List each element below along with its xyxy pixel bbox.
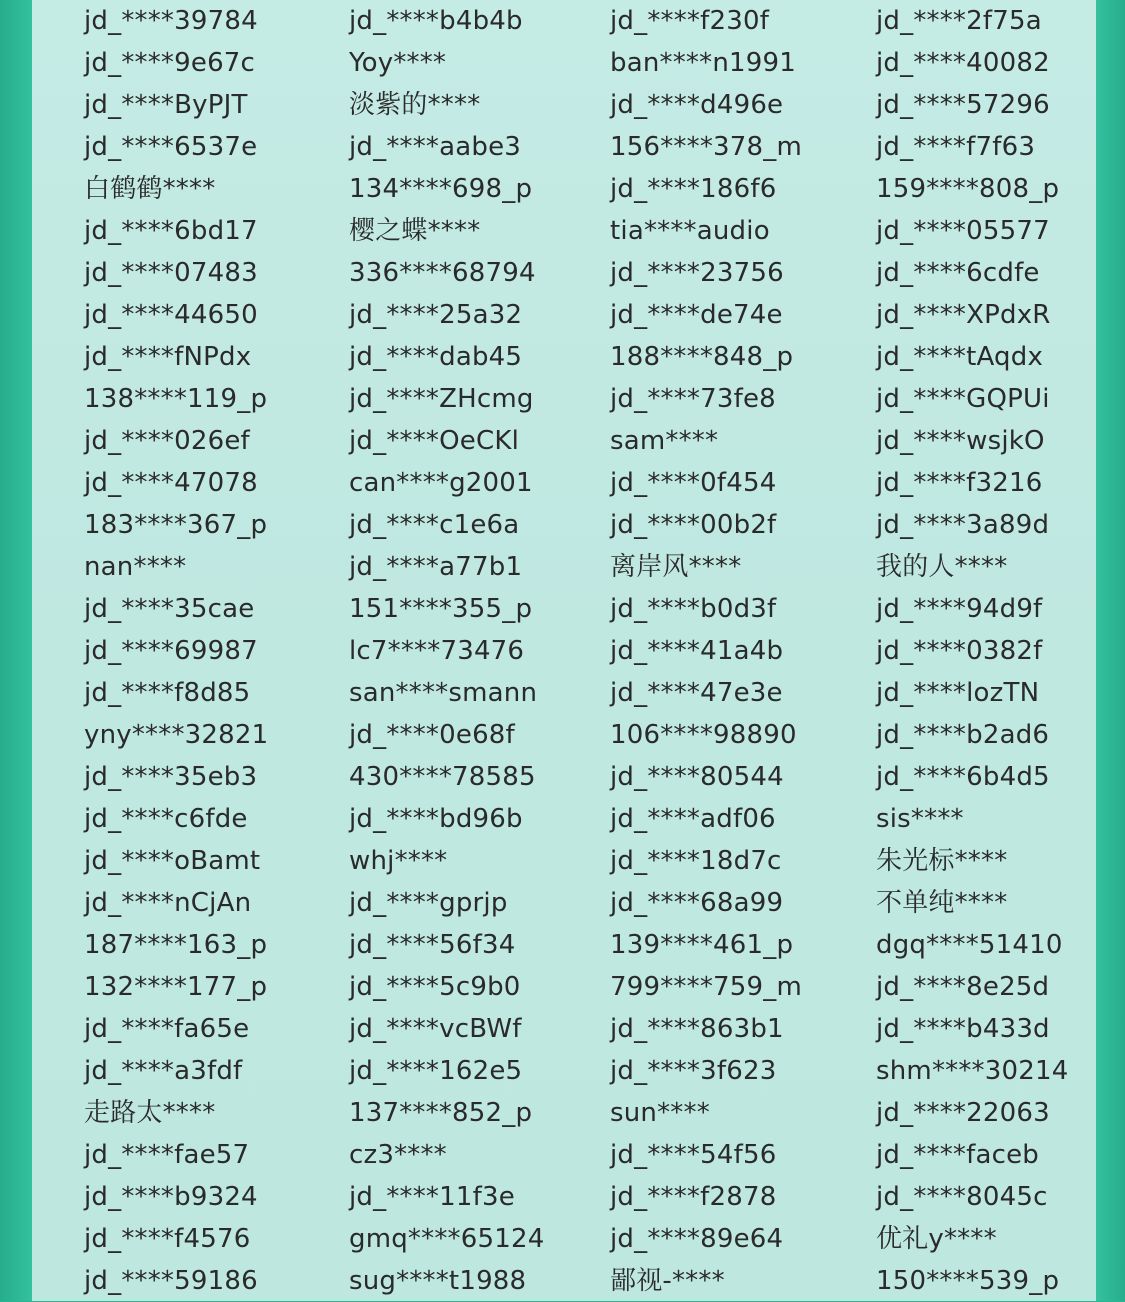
username-entry: 151****355_p	[349, 594, 533, 624]
username-entry: 132****177_p	[84, 972, 268, 1002]
username-entry: jd_****b0d3f	[610, 594, 777, 624]
username-entry: 淡紫的****	[349, 90, 481, 120]
username-entry: shm****30214	[876, 1056, 1069, 1086]
username-entry: jd_****b2ad6	[876, 720, 1050, 750]
username-entry: jd_****c1e6a	[349, 510, 520, 540]
username-entry: jd_****25a32	[349, 300, 523, 330]
username-entry: jd_****05577	[876, 216, 1050, 246]
username-entry: 799****759_m	[610, 972, 802, 1002]
username-entry: jd_****5c9b0	[349, 972, 521, 1002]
username-entry: san****smann	[349, 678, 538, 708]
username-entry: jd_****ByPJT	[84, 90, 248, 120]
username-entry: jd_****11f3e	[349, 1182, 515, 1212]
username-entry: 183****367_p	[84, 510, 268, 540]
username-entry: jd_****68a99	[610, 888, 784, 918]
username-entry: jd_****tAqdx	[876, 342, 1044, 372]
username-entry: jd_****f2878	[610, 1182, 777, 1212]
username-entry: ban****n1991	[610, 48, 796, 78]
username-entry: jd_****wsjkO	[876, 426, 1045, 456]
username-entry: sis****	[876, 804, 964, 834]
left-border	[0, 0, 32, 1301]
username-entry: jd_****oBamt	[84, 846, 261, 876]
username-entry: 朱光标****	[876, 846, 1008, 876]
username-entry: 优礼y****	[876, 1224, 997, 1254]
username-entry: jd_****b9324	[84, 1182, 258, 1212]
username-entry: jd_****f4576	[84, 1224, 251, 1254]
username-entry: 134****698_p	[349, 174, 533, 204]
username-entry: jd_****47e3e	[610, 678, 783, 708]
username-entry: jd_****9e67c	[84, 48, 256, 78]
username-entry: 187****163_p	[84, 930, 268, 960]
username-entry: jd_****22063	[876, 1098, 1050, 1128]
username-entry: jd_****3f623	[610, 1056, 777, 1086]
username-entry: 走路太****	[84, 1098, 216, 1128]
username-entry: yny****32821	[84, 720, 269, 750]
username-entry: jd_****de74e	[610, 300, 783, 330]
username-entry: 336****68794	[349, 258, 536, 288]
username-entry: jd_****89e64	[610, 1224, 784, 1254]
username-entry: jd_****186f6	[610, 174, 777, 204]
username-grid	[32, 0, 1096, 1301]
username-entry: jd_****6b4d5	[876, 762, 1050, 792]
username-entry: jd_****07483	[84, 258, 258, 288]
username-entry: 430****78585	[349, 762, 536, 792]
username-entry: jd_****f230f	[610, 6, 770, 36]
username-entry: jd_****bd96b	[349, 804, 523, 834]
username-entry: jd_****23756	[610, 258, 784, 288]
username-entry: Yoy****	[349, 48, 447, 78]
username-entry: jd_****54f56	[610, 1140, 777, 1170]
username-entry: 138****119_p	[84, 384, 268, 414]
username-entry: jd_****47078	[84, 468, 258, 498]
username-entry: nan****	[84, 552, 187, 582]
username-entry: jd_****40082	[876, 48, 1050, 78]
username-entry: 150****539_p	[876, 1266, 1060, 1296]
username-entry: jd_****a3fdf	[84, 1056, 243, 1086]
username-entry: jd_****2f75a	[876, 6, 1042, 36]
username-entry: 188****848_p	[610, 342, 794, 372]
username-entry: jd_****18d7c	[610, 846, 782, 876]
username-entry: jd_****f7f63	[876, 132, 1036, 162]
username-entry: jd_****57296	[876, 90, 1050, 120]
username-entry: jd_****35eb3	[84, 762, 258, 792]
username-entry: jd_****6537e	[84, 132, 258, 162]
username-entry: jd_****44650	[84, 300, 258, 330]
username-entry: jd_****0f454	[610, 468, 777, 498]
username-entry: jd_****6bd17	[84, 216, 258, 246]
username-entry: jd_****adf06	[610, 804, 776, 834]
username-entry: jd_****0382f	[876, 636, 1043, 666]
username-entry: dgq****51410	[876, 930, 1063, 960]
username-entry: jd_****nCjAn	[84, 888, 252, 918]
username-entry: 106****98890	[610, 720, 797, 750]
username-entry: 鄙视-****	[610, 1266, 725, 1296]
username-entry: jd_****8e25d	[876, 972, 1050, 1002]
username-entry: 樱之蝶****	[349, 216, 481, 246]
username-entry: jd_****73fe8	[610, 384, 776, 414]
username-entry: jd_****fNPdx	[84, 342, 252, 372]
username-entry: jd_****162e5	[349, 1056, 523, 1086]
username-entry: jd_****59186	[84, 1266, 258, 1296]
username-entry: jd_****ZHcmg	[349, 384, 534, 414]
username-entry: whj****	[349, 846, 448, 876]
username-entry: jd_****vcBWf	[349, 1014, 522, 1044]
username-entry: jd_****56f34	[349, 930, 516, 960]
username-entry: jd_****026ef	[84, 426, 250, 456]
username-entry: jd_****6cdfe	[876, 258, 1040, 288]
username-entry: jd_****f8d85	[84, 678, 251, 708]
username-list-panel	[32, 0, 1096, 1301]
username-entry: jd_****39784	[84, 6, 258, 36]
username-entry: sun****	[610, 1098, 710, 1128]
username-entry: sam****	[610, 426, 719, 456]
username-entry: jd_****f3216	[876, 468, 1043, 498]
username-entry: jd_****94d9f	[876, 594, 1043, 624]
username-entry: 137****852_p	[349, 1098, 533, 1128]
username-entry: jd_****0e68f	[349, 720, 515, 750]
username-entry: jd_****8045c	[876, 1182, 1048, 1212]
username-entry: jd_****fae57	[84, 1140, 250, 1170]
username-entry: 139****461_p	[610, 930, 794, 960]
username-entry: 156****378_m	[610, 132, 802, 162]
username-entry: 白鹤鹤****	[84, 174, 216, 204]
username-entry: 不单纯****	[876, 888, 1008, 918]
username-entry: jd_****c6fde	[84, 804, 248, 834]
username-entry: jd_****a77b1	[349, 552, 523, 582]
username-entry: lc7****73476	[349, 636, 525, 666]
username-entry: jd_****b4b4b	[349, 6, 523, 36]
username-entry: jd_****XPdxR	[876, 300, 1051, 330]
username-entry: jd_****b433d	[876, 1014, 1050, 1044]
username-entry: jd_****lozTN	[876, 678, 1040, 708]
username-entry: jd_****OeCKl	[349, 426, 520, 456]
username-entry: jd_****35cae	[84, 594, 255, 624]
username-entry: tia****audio	[610, 216, 770, 246]
username-entry: jd_****3a89d	[876, 510, 1050, 540]
username-entry: jd_****41a4b	[610, 636, 784, 666]
username-entry: jd_****80544	[610, 762, 784, 792]
username-entry: 离岸风****	[610, 552, 742, 582]
username-entry: can****g2001	[349, 468, 533, 498]
username-entry: jd_****gprjp	[349, 888, 508, 918]
username-entry: gmq****65124	[349, 1224, 545, 1254]
username-entry: jd_****aabe3	[349, 132, 522, 162]
username-entry: jd_****69987	[84, 636, 258, 666]
username-entry: jd_****d496e	[610, 90, 784, 120]
username-entry: jd_****00b2f	[610, 510, 777, 540]
username-entry: jd_****fa65e	[84, 1014, 250, 1044]
username-entry: sug****t1988	[349, 1266, 527, 1296]
username-entry: jd_****faceb	[876, 1140, 1040, 1170]
username-entry: jd_****863b1	[610, 1014, 784, 1044]
username-entry: jd_****dab45	[349, 342, 523, 372]
username-entry: cz3****	[349, 1140, 447, 1170]
username-entry: 159****808_p	[876, 174, 1060, 204]
username-entry: 我的人****	[876, 552, 1008, 582]
username-entry: jd_****GQPUi	[876, 384, 1050, 414]
